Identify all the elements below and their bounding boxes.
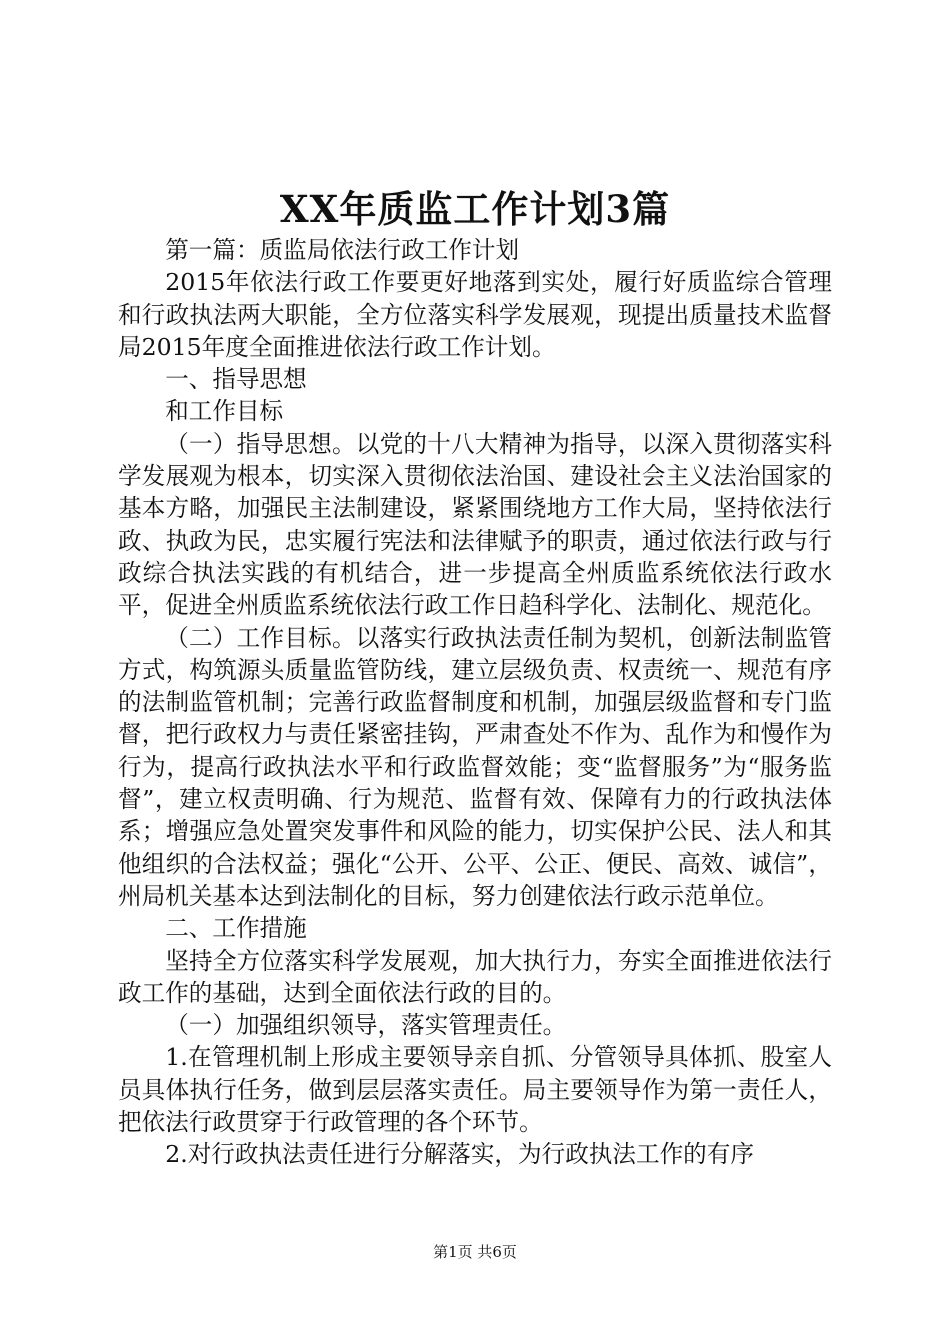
paragraph-item-2: 2.对行政执法责任进行分解落实，为行政执法工作的有序 — [165, 1140, 754, 1169]
paragraph-section-two-heading: 二、工作措施 — [165, 914, 307, 943]
paragraph-measures-intro: 坚持全方位落实科学发展观，加大执行力，夯实全面推进依法行政工作的基础，达到全面依法行政的目的。 — [118, 946, 832, 1007]
document-body — [118, 234, 832, 1171]
paragraph-work-goals: （二）工作目标。以落实行政执法责任制为契机，创新法制监管方式，构筑源头质量监管防线，建立层级负责、权责统一、规范有序的法制监管机制；完善行政监督制度和机制，加强层级监督和专门监督，把行政权力与责任紧密挂钩，严肃查处不作为、乱作为和慢作为行为，提高行政执法水平和行政监督效能；变“监督服务”为“服务监督”，建立权责明确、行为规范、监督有效、保障有力的行政执法体系；增强应急处置突发事件和风险的能力，切实保护公民、法人和其他组织的合法权益；强化“公开、公平、公正、便民、高效、诚信”，州局机关基本达到法制化的目标，努力创建依法行政示范单位。 — [118, 623, 832, 910]
paragraph-section-one-heading: 一、指导思想 — [165, 365, 307, 394]
page-footer: 第1页 共6页 — [433, 1243, 517, 1261]
paragraph-section-one-heading-cont: 和工作目标 — [165, 397, 284, 426]
paragraph-measure-one-heading: （一）加强组织领导，落实管理责任。 — [165, 1011, 567, 1040]
paragraph-item-1: 1.在管理机制上形成主要领导亲自抓、分管领导具体抓、股室人员具体执行任务，做到层层落实责任。局主要领导作为第一责任人，把依法行政贯穿于行政管理的各个环节。 — [118, 1043, 832, 1137]
paragraph-guiding-ideology: （一）指导思想。以党的十八大精神为指导，以深入贯彻落实科学发展观为根本，切实深入贯彻依法治国、建设社会主义法治国家的基本方略，加强民主法制建设，紧紧围绕地方工作大局，坚持依法行政、执政为民，忠实履行宪法和法律赋予的职责，通过依法行政与行政综合执法实践的有机结合，进一步提高全州质监系统依法行政水平，促进全州质监系统依法行政工作日趋科学化、法制化、规范化。 — [118, 429, 832, 620]
paragraph-intro: 2015年依法行政工作要更好地落到实处，履行好质监综合管理和行政执法两大职能，全方位落实科学发展观，现提出质量技术监督局2015年度全面推进依法行政工作计划。 — [118, 268, 832, 361]
paragraph-part-one-heading: 第一篇：质监局依法行政工作计划 — [165, 236, 520, 264]
document-title: XX年质监工作计划3篇 — [279, 187, 671, 231]
